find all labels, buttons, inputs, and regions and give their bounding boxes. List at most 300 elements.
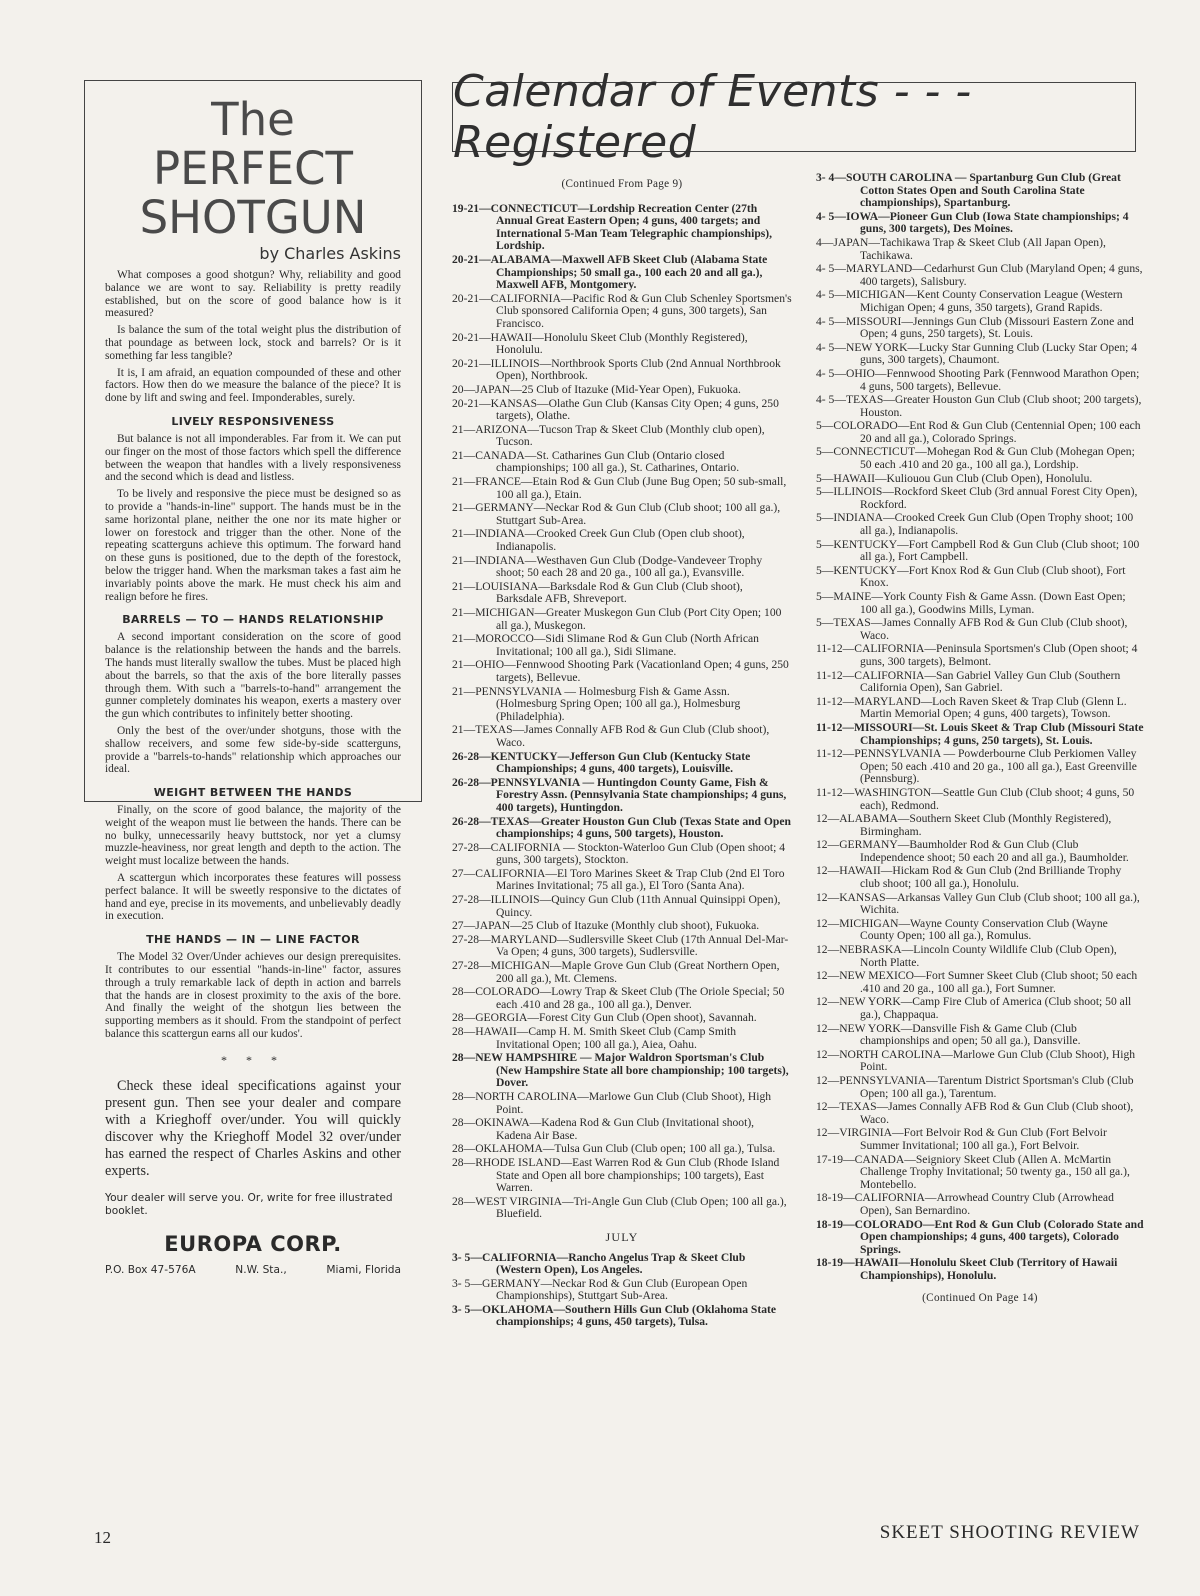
event-text: PENNSYLVANIA — Powderbourne Club Perkiomen Valley Open; 50 each .410 and 20 ga., 100 all ga.), East Greenville (Pennsburg). bbox=[854, 747, 1137, 786]
event-dash: — bbox=[463, 632, 476, 646]
event-text: HAWAII—Camp H. M. Smith Skeet Club (Camp Smith Invitational Open; 100 all ga.), Aiea, Oahu. bbox=[475, 1025, 737, 1051]
event-text: ILLINOIS—Rockford Skeet Club (3rd annual Forest City Open), Rockford. bbox=[833, 485, 1138, 511]
event-date: 28 bbox=[452, 1194, 464, 1208]
event-dash: — bbox=[843, 1152, 855, 1166]
event-text: NEBRASKA—Lincoln County Wildlife Club (Club Open), North Platte. bbox=[839, 943, 1117, 969]
event-text: OKINAWA—Kadena Rod & Gun Club (Invitational shoot), Kadena Air Base. bbox=[475, 1116, 755, 1142]
event-dash: — bbox=[479, 893, 491, 907]
ad-title-line2: SHOTGUN bbox=[139, 191, 367, 244]
event-text: CALIFORNIA—Rancho Angelus Trap & Skeet Club (Western Open), Los Angeles. bbox=[481, 1250, 746, 1277]
event-text: TEXAS—James Connally AFB Rod & Gun Club (Club shoot), Waco. bbox=[833, 616, 1128, 642]
event-dash: — bbox=[479, 396, 491, 410]
event-entry bbox=[816, 172, 1144, 210]
event-date: 11-12 bbox=[816, 747, 843, 761]
ad-section-paragraph: The Model 32 Over/Under achieves our design prerequisites. It contributes to our essential "hands-in-line" factor, assures through a truly remarkable lack of depth in action and barrels that the hands are in closest proximity to the axis of the bore. And finally the weight of the shotgun lies between the supporting members as it should. From the standpoint of perfect balance this scattergun earns all our kudos'. bbox=[105, 951, 401, 1041]
event-date: 20-21 bbox=[452, 356, 480, 370]
event-date: 26-28 bbox=[452, 749, 480, 763]
event-date: 27-28 bbox=[452, 932, 480, 946]
event-text: INDIANA—Westhaven Gun Club (Dodge-Vandeveer Trophy shoot; 50 each 28 and 20 ga., 100 all ga.), Evansville. bbox=[475, 553, 763, 580]
ad-intro-paragraph: It is, I am afraid, an equation compounded of these and other factors. How then do we measure the balance of the piece? It is done by lift and swing and feel. Imponderables, surely. bbox=[105, 366, 401, 405]
event-date: 21 bbox=[452, 723, 464, 737]
event-date: 12 bbox=[816, 943, 828, 957]
event-dash: — bbox=[463, 723, 476, 737]
ad-section-paragraph: Finally, on the score of good balance, the majority of the weight of the weapon must lie between the hands. There can be no bulky, unnecessarily heavy buttstock, nor yet a clumsy muzzle-heaviness, nor great length and depth to the action. The weight must localize between the hands. bbox=[105, 804, 401, 868]
event-text: MAINE—York County Fish & Game Assn. (Down East Open; 100 all ga.), Goodwins Mills, Lyman. bbox=[833, 590, 1126, 616]
event-date: 4- 5 bbox=[816, 366, 835, 380]
event-text: MICHIGAN—Kent County Conservation League (Western Michigan Open; 4 guns, 350 targets), Grand Rapids. bbox=[845, 288, 1123, 314]
event-text: MISSOURI—Jennings Gun Club (Missouri Eastern Zone and Open; 4 guns, 250 targets), St. Louis. bbox=[845, 314, 1134, 341]
event-entry bbox=[452, 986, 792, 1011]
event-entry bbox=[452, 1304, 792, 1329]
event-date: 27-28 bbox=[452, 840, 480, 854]
event-dash: — bbox=[827, 1021, 840, 1035]
shotgun-advertisement bbox=[84, 80, 422, 1276]
event-text: JAPAN—25 Club of Itazuke (Mid-Year Open), Fukuoka. bbox=[475, 382, 741, 396]
event-entry bbox=[816, 748, 1144, 786]
event-date: 21 bbox=[452, 553, 464, 567]
event-entry bbox=[816, 1154, 1144, 1192]
event-date: 3- 5 bbox=[452, 1250, 471, 1264]
event-dash: — bbox=[479, 330, 491, 344]
ad-section-paragraph: To be lively and responsive the piece must be designed so as to provide a "hands-in-line" support. The hands must be in the same horizontal plane, neither the one nor its mate higher or lower on forestock and trigger than the other. None of the repeating scatterguns achieve this optimum. The forward hand on these guns is positioned, due to the depth of the forestock, below the trigger hand. When the marksman takes a fast aim he invariably points above the mark. He must check his aim and realign before he fires. bbox=[105, 488, 401, 603]
event-entry bbox=[816, 486, 1144, 511]
event-text: WEST VIRGINIA—Tri-Angle Gun Club (Club Open; 100 all ga.), Bluefield. bbox=[475, 1194, 787, 1221]
calendar-column-right bbox=[816, 172, 1144, 1305]
event-date: 21 bbox=[452, 606, 464, 619]
event-entry bbox=[816, 591, 1144, 616]
event-text: CALIFORNIA—Peninsula Sportsmen's Club (Open shoot; 4 guns, 300 targets), Belmont. bbox=[854, 642, 1138, 668]
event-date: 12 bbox=[816, 864, 828, 878]
event-entry bbox=[816, 237, 1144, 262]
event-date: 12 bbox=[816, 1047, 828, 1061]
july-event-list-right bbox=[816, 172, 1144, 1282]
event-date: 28 bbox=[452, 1025, 464, 1038]
event-entry bbox=[816, 565, 1144, 590]
event-dash: — bbox=[463, 1089, 476, 1103]
company-address bbox=[105, 1264, 401, 1276]
event-text: TEXAS—James Connally AFB Rod & Gun Club (Club shoot), Waco. bbox=[475, 723, 770, 749]
event-entry bbox=[816, 918, 1144, 943]
event-dash: — bbox=[479, 814, 491, 828]
event-dash: — bbox=[842, 785, 855, 799]
event-entry bbox=[452, 1157, 792, 1195]
event-entry bbox=[452, 724, 792, 749]
event-text: PENNSYLVANIA—Tarentum District Sportsman's Club (Club Open; 100 all ga.), Tarentum. bbox=[839, 1073, 1134, 1100]
event-entry bbox=[452, 1012, 792, 1025]
event-dash: — bbox=[834, 171, 846, 184]
event-dash: — bbox=[827, 916, 840, 930]
event-dash: — bbox=[479, 252, 491, 266]
event-date: 4- 5 bbox=[816, 393, 835, 407]
event-entry bbox=[816, 211, 1144, 236]
event-text: COLORADO—Ent Rod & Gun Club (Centennial Open; 100 each 20 and all ga.), Colorado Springs. bbox=[833, 419, 1141, 445]
event-text: KENTUCKY—Fort Knox Rod & Gun Club (Club shoot), Fort Knox. bbox=[833, 563, 1126, 590]
event-text: WASHINGTON—Seattle Gun Club (Club shoot; 4 guns, 50 each), Redmond. bbox=[854, 785, 1135, 812]
event-date: 18-19 bbox=[816, 1256, 844, 1270]
ad-call-to-action: Check these ideal specifications against your present gun. Then see your dealer and compare with a Krieghoff over/under. You will quickly discover why the Krieghoff Model 32 over/under has earned the respect of Charles Askins and other experts. bbox=[105, 1077, 401, 1179]
event-date: 12 bbox=[816, 995, 828, 1009]
ad-section-paragraph: But balance is not all imponderables. Far from it. We can put our finger on the most of those factors which spell the difference between the weapon that handles with a lively responsiveness and the second which is dead and listless. bbox=[105, 432, 401, 484]
event-text: TEXAS—Greater Houston Gun Club (Texas State and Open championships; 4 guns, 500 targets), Houston. bbox=[490, 814, 791, 841]
event-date: 12 bbox=[816, 890, 828, 904]
event-dash: — bbox=[843, 1191, 855, 1205]
event-date: 21 bbox=[452, 658, 464, 672]
ad-intro-paragraph: What composes a good shotgun? Why, reliability and good balance we are wont to say. Reliability is pretty readily established, but on the score of good balance how is it measured? bbox=[105, 269, 401, 320]
event-dash: — bbox=[463, 1025, 476, 1038]
event-text: ARIZONA—Tucson Trap & Skeet Club (Monthly club open), Tucson. bbox=[475, 422, 765, 449]
event-text: CONNECTICUT—Lordship Recreation Center (27th Annual Great Eastern Open; 4 guns, 400 targets; and International 5-Man Team Telegraphic championships), Lordship. bbox=[490, 201, 773, 253]
event-date: 4 bbox=[816, 235, 822, 249]
event-text: HAWAII—Honolulu Skeet Club (Territory of Hawaii Championships), Honolulu. bbox=[854, 1256, 1118, 1282]
event-text: CALIFORNIA — Stockton-Waterloo Gun Club (Open shoot; 4 guns, 300 targets), Stockton. bbox=[490, 840, 786, 867]
event-entry bbox=[816, 1101, 1144, 1126]
event-text: KENTUCKY—Fort Campbell Rod & Gun Club (Club shoot; 100 all ga.), Fort Campbell. bbox=[833, 537, 1140, 564]
event-date: 11-12 bbox=[816, 785, 843, 799]
event-entry bbox=[816, 1257, 1144, 1282]
event-dash: — bbox=[834, 314, 846, 328]
event-entry bbox=[816, 696, 1144, 721]
event-text: KANSAS—Arkansas Valley Gun Club (Club shoot; 100 all ga.), Wichita. bbox=[839, 890, 1140, 917]
event-date: 28 bbox=[452, 1142, 464, 1156]
event-dash: — bbox=[470, 1250, 482, 1264]
event-entry bbox=[816, 539, 1144, 564]
event-date: 20-21 bbox=[452, 396, 480, 410]
event-date: 28 bbox=[452, 1051, 464, 1065]
event-dash: — bbox=[842, 668, 855, 682]
event-date: 21 bbox=[452, 527, 464, 541]
event-text: GERMANY—Neckar Rod & Gun Club (Club shoot; 100 all ga.), Stuttgart Sub-Area. bbox=[475, 501, 781, 527]
event-text: COLORADO—Lowry Trap & Skeet Club (The Oriole Special; 50 each .410 and 28 ga., 100 all ga.), Denver. bbox=[475, 985, 785, 1011]
ad-section-heading: LIVELY RESPONSIVENESS bbox=[171, 414, 335, 428]
event-entry bbox=[452, 1026, 792, 1051]
event-entry bbox=[816, 512, 1144, 537]
event-entry bbox=[816, 787, 1144, 812]
company-name: EUROPA CORP. bbox=[164, 1231, 342, 1256]
event-text: INDIANA—Crooked Creek Gun Club (Open club shoot), Indianapolis. bbox=[475, 527, 745, 554]
event-date: 5 bbox=[816, 445, 822, 459]
ad-body bbox=[105, 269, 401, 1041]
event-date: 18-19 bbox=[816, 1217, 844, 1231]
event-entry bbox=[452, 254, 792, 292]
event-dash: — bbox=[827, 1073, 840, 1087]
event-text: KANSAS—Olathe Gun Club (Kansas City Open; 4 guns, 250 targets), Olathe. bbox=[490, 396, 779, 423]
event-text: NEW YORK—Camp Fire Club of America (Club shoot; 50 all ga.), Chappaqua. bbox=[839, 995, 1132, 1021]
event-date: 12 bbox=[816, 1021, 828, 1035]
event-date: 5 bbox=[816, 537, 822, 551]
event-text: MOROCCO—Sidi Slimane Rod & Gun Club (North African Invitational; 100 all ga.), Sidi Slimane. bbox=[475, 632, 759, 658]
event-dash: — bbox=[834, 262, 846, 276]
ad-section-paragraph: A scattergun which incorporates these features will possess perfect balance. It will be sweetly responsive to the dictates of hand and eye, precise in its movements, and unbelievably deadly in execution. bbox=[105, 872, 401, 923]
event-dash: — bbox=[463, 553, 476, 567]
event-dash: — bbox=[827, 864, 840, 878]
event-date: 18-19 bbox=[816, 1191, 844, 1205]
event-dash: — bbox=[463, 606, 476, 619]
ad-title bbox=[105, 95, 401, 242]
july-event-list-middle bbox=[452, 1252, 792, 1330]
event-date: 17-19 bbox=[816, 1152, 844, 1166]
section-divider-stars: * * * bbox=[221, 1052, 285, 1067]
event-date: 12 bbox=[816, 969, 828, 983]
event-dash: — bbox=[834, 393, 846, 407]
event-entry bbox=[452, 502, 792, 527]
event-entry bbox=[452, 1117, 792, 1142]
event-text: ILLINOIS—Quincy Gun Club (11th Annual Quinsippi Open), Quincy. bbox=[490, 893, 781, 919]
event-dash: — bbox=[834, 209, 846, 223]
event-entry bbox=[452, 450, 792, 475]
ad-section-heading: BARRELS — TO — HANDS RELATIONSHIP bbox=[122, 613, 384, 627]
event-dash: — bbox=[834, 366, 846, 380]
event-dash: — bbox=[827, 1100, 840, 1114]
event-text: SOUTH CAROLINA — Spartanburg Gun Club (Great Cotton States Open and South Carolina State championships), Spartanburg. bbox=[845, 171, 1121, 210]
event-dash: — bbox=[463, 1155, 476, 1169]
event-dash: — bbox=[821, 419, 834, 433]
event-entry bbox=[816, 289, 1144, 314]
event-text: COLORADO—Ent Rod & Gun Club (Colorado State and Open championships; 4 guns, 400 targets), Colorado Springs. bbox=[854, 1217, 1144, 1256]
event-date: 5 bbox=[816, 471, 822, 485]
event-date: 12 bbox=[816, 1100, 828, 1114]
event-entry bbox=[816, 420, 1144, 445]
event-dash: — bbox=[834, 288, 846, 302]
event-dash: — bbox=[479, 932, 491, 946]
event-entry bbox=[816, 368, 1144, 393]
event-entry bbox=[816, 473, 1144, 486]
event-text: MICHIGAN—Maple Grove Gun Club (Great Northern Open, 200 all ga.), Mt. Clemens. bbox=[490, 959, 780, 985]
event-date: 21 bbox=[452, 448, 464, 462]
event-text: CALIFORNIA—Arrowhead Country Club (Arrowhead Open), San Bernardino. bbox=[854, 1191, 1114, 1217]
event-text: INDIANA—Crooked Creek Gun Club (Open Trophy shoot; 100 all ga.), Indianapolis. bbox=[833, 511, 1134, 538]
event-dash: — bbox=[463, 382, 476, 396]
event-dash: — bbox=[463, 579, 476, 593]
event-entry bbox=[452, 293, 792, 331]
event-text: NEW YORK—Lucky Star Gunning Club (Lucky Star Open; 4 guns, 300 targets), Chaumont. bbox=[845, 340, 1138, 367]
event-text: PENNSYLVANIA — Holmesburg Fish & Game Assn. (Holmesburg Spring Open; 100 all ga.), Holmesburg (Philadelphia). bbox=[475, 684, 741, 723]
event-entry bbox=[816, 722, 1144, 747]
event-dash: — bbox=[834, 340, 846, 354]
event-entry bbox=[452, 384, 792, 397]
event-entry bbox=[452, 203, 792, 253]
event-text: MARYLAND—Loch Raven Skeet & Trap Club (Glenn L. Martin Memorial Open; 4 guns, 400 targets), Towson. bbox=[854, 694, 1127, 721]
event-date: 12 bbox=[816, 1126, 828, 1140]
event-date: 20 bbox=[452, 382, 464, 396]
ad-title-line1: The PERFECT bbox=[152, 93, 354, 195]
event-text: TEXAS—Greater Houston Gun Club (Club shoot; 200 targets), Houston. bbox=[845, 393, 1142, 419]
event-entry bbox=[816, 1023, 1144, 1048]
event-date: 4- 5 bbox=[816, 314, 835, 328]
event-entry bbox=[452, 398, 792, 423]
event-date: 28 bbox=[452, 1089, 464, 1103]
event-dash: — bbox=[842, 642, 855, 656]
event-text: NEW HAMPSHIRE — Major Waldron Sportsman's Club (New Hampshire State all bore championship; 100 targets), Dover. bbox=[475, 1051, 789, 1090]
event-text: MICHIGAN—Wayne County Conservation Club (Wayne County Open; 100 all ga.), Romulus. bbox=[839, 916, 1108, 943]
calendar-column-middle bbox=[452, 170, 792, 1330]
event-dash: — bbox=[843, 1217, 855, 1231]
event-dash: — bbox=[821, 511, 834, 525]
event-text: CONNECTICUT—Mohegan Rod & Gun Club (Mohegan Open; 50 each .410 and 20 ga., 100 all ga.), Lordship. bbox=[833, 445, 1135, 472]
event-entry bbox=[452, 686, 792, 724]
event-entry bbox=[816, 446, 1144, 471]
event-dash: — bbox=[463, 919, 476, 933]
event-date: 4- 5 bbox=[816, 262, 835, 276]
event-dash: — bbox=[843, 1256, 855, 1270]
event-entry bbox=[452, 868, 792, 893]
event-text: LOUISIANA—Barksdale Rod & Gun Club (Club shoot), Barksdale AFB, Shreveport. bbox=[475, 579, 743, 606]
event-entry bbox=[452, 424, 792, 449]
event-entry bbox=[452, 633, 792, 658]
event-dash: — bbox=[821, 235, 834, 249]
event-date: 26-28 bbox=[452, 814, 480, 828]
event-entry bbox=[816, 394, 1144, 419]
event-entry bbox=[452, 555, 792, 580]
event-text: JAPAN—25 Club of Itazuke (Monthly club shoot), Fukuoka. bbox=[475, 919, 760, 933]
event-date: 5 bbox=[816, 590, 822, 603]
event-dash: — bbox=[842, 747, 855, 761]
event-date: 28 bbox=[452, 1011, 464, 1025]
event-entry bbox=[816, 944, 1144, 969]
event-entry bbox=[452, 1278, 792, 1303]
event-dash: — bbox=[470, 1276, 482, 1290]
event-text: CALIFORNIA—San Gabriel Valley Gun Club (Southern California Open), San Gabriel. bbox=[854, 668, 1121, 695]
event-dash: — bbox=[463, 1051, 476, 1065]
event-entry bbox=[452, 607, 792, 632]
event-date: 5 bbox=[816, 511, 822, 525]
event-dash: — bbox=[827, 969, 840, 983]
page-number: 12 bbox=[94, 1528, 111, 1547]
event-dash: — bbox=[821, 485, 834, 499]
event-dash: — bbox=[821, 445, 834, 459]
event-entry bbox=[816, 1219, 1144, 1257]
event-date: 26-28 bbox=[452, 775, 480, 789]
event-date: 11-12 bbox=[816, 720, 843, 734]
event-text: GERMANY—Neckar Rod & Gun Club (European Open Championships), Stuttgart Sub-Area. bbox=[481, 1276, 748, 1303]
event-date: 28 bbox=[452, 1116, 464, 1130]
event-text: MARYLAND—Cedarhurst Gun Club (Maryland Open; 4 guns, 400 targets), Salisbury. bbox=[845, 262, 1143, 288]
event-text: NORTH CAROLINA—Marlowe Gun Club (Club Shoot), High Point. bbox=[839, 1047, 1136, 1074]
address-station: N.W. Sta., bbox=[235, 1263, 287, 1276]
event-entry bbox=[452, 1252, 792, 1277]
event-dash: — bbox=[463, 866, 476, 880]
event-entry bbox=[816, 670, 1144, 695]
event-text: GERMANY—Baumholder Rod & Gun Club (Club Independence shoot; 50 each 20 and all ga.), Baumholder. bbox=[839, 838, 1129, 864]
event-text: CALIFORNIA—El Toro Marines Skeet & Trap Club (2nd El Toro Marines Invitational; 75 all ga.), El Toro (Santa Ana). bbox=[475, 866, 785, 893]
event-entry bbox=[816, 643, 1144, 668]
event-date: 3- 4 bbox=[816, 171, 835, 184]
event-dash: — bbox=[842, 720, 855, 734]
event-text: JAPAN—Tachikawa Trap & Skeet Club (All Japan Open), Tachikawa. bbox=[833, 235, 1106, 262]
event-date: 5 bbox=[816, 485, 822, 499]
event-entry bbox=[452, 1091, 792, 1116]
event-entry bbox=[452, 332, 792, 357]
event-dash: — bbox=[842, 694, 855, 708]
event-entry bbox=[452, 358, 792, 383]
event-date: 21 bbox=[452, 684, 464, 698]
event-entry bbox=[816, 970, 1144, 995]
event-date: 12 bbox=[816, 838, 828, 852]
event-entry bbox=[816, 1075, 1144, 1100]
event-text: VIRGINIA—Fort Belvoir Rod & Gun Club (Fort Belvoir Summer Invitational; 100 all ga.), Fort Belvoir. bbox=[839, 1126, 1107, 1152]
event-text: FRANCE—Etain Rod & Gun Club (June Bug Open; 50 sub-small, 100 all ga.), Etain. bbox=[475, 475, 787, 501]
event-entry bbox=[816, 617, 1144, 642]
continued-on-note: (Continued On Page 14) bbox=[922, 1292, 1038, 1305]
event-text: MICHIGAN—Greater Muskegon Gun Club (Port City Open; 100 all ga.), Muskegon. bbox=[475, 606, 782, 632]
continued-from-note: (Continued From Page 9) bbox=[561, 178, 683, 190]
event-dash: — bbox=[827, 1047, 840, 1061]
event-text: ALABAMA—Southern Skeet Club (Monthly Registered), Birmingham. bbox=[839, 812, 1112, 838]
event-entry bbox=[452, 920, 792, 933]
event-date: 20-21 bbox=[452, 330, 480, 344]
month-heading-july: JULY bbox=[605, 1229, 639, 1244]
event-dash: — bbox=[463, 1116, 476, 1130]
event-dash: — bbox=[463, 684, 476, 698]
event-entry bbox=[816, 1049, 1144, 1074]
event-dash: — bbox=[479, 291, 491, 305]
ad-intro-paragraph: Is balance the sum of the total weight plus the distribution of that poundage as between lock, stock and barrels? Or is it something far less tangible? bbox=[105, 324, 401, 362]
event-date: 21 bbox=[452, 422, 464, 436]
event-entry bbox=[816, 1192, 1144, 1217]
event-date: 28 bbox=[452, 1155, 464, 1169]
event-entry bbox=[452, 777, 792, 815]
event-dash: — bbox=[821, 616, 834, 630]
event-date: 5 bbox=[816, 563, 822, 577]
event-text: HAWAII—Honolulu Skeet Club (Monthly Registered), Honolulu. bbox=[490, 330, 748, 357]
event-entry bbox=[452, 1052, 792, 1090]
ad-booklet-offer: Your dealer will serve you. Or, write for free illustrated booklet. bbox=[105, 1191, 393, 1217]
event-entry bbox=[452, 960, 792, 985]
event-dash: — bbox=[463, 1142, 476, 1156]
event-date: 21 bbox=[452, 501, 464, 515]
event-text: MISSOURI—St. Louis Skeet & Trap Club (Missouri State Championships; 4 guns, 250 targets), St. Louis. bbox=[854, 720, 1144, 747]
event-date: 12 bbox=[816, 812, 828, 826]
event-entry bbox=[816, 263, 1144, 288]
event-text: ILLINOIS—Northbrook Sports Club (2nd Annual Northbrook Open), Northbrook. bbox=[490, 356, 781, 383]
event-dash: — bbox=[479, 840, 491, 854]
event-dash: — bbox=[827, 1126, 840, 1140]
event-date: 27 bbox=[452, 919, 464, 933]
event-text: OHIO—Fennwood Shooting Park (Vacationland Open; 4 guns, 250 targets), Bellevue. bbox=[475, 658, 789, 684]
event-date: 3- 5 bbox=[452, 1302, 471, 1316]
event-text: HAWAII—Kuliouou Gun Club (Club Open), Honolulu. bbox=[833, 471, 1093, 485]
event-entry bbox=[452, 934, 792, 959]
ad-section-paragraph: Only the best of the over/under shotguns, those with the shallow receivers, and some few side-by-side scatterguns, provide a "barrels-to-hands" relationship which approaches our ideal. bbox=[105, 724, 401, 776]
event-text: GEORGIA—Forest City Gun Club (Open shoot), Savannah. bbox=[475, 1011, 757, 1025]
address-city: Miami, Florida bbox=[326, 1263, 401, 1276]
event-entry bbox=[452, 751, 792, 776]
event-dash: — bbox=[479, 959, 491, 973]
event-dash: — bbox=[479, 356, 491, 370]
event-date: 12 bbox=[816, 916, 828, 930]
event-entry bbox=[816, 1127, 1144, 1152]
event-text: RHODE ISLAND—East Warren Rod & Gun Club (Rhode Island State and Open all bore championships; 100 targets), East Warren. bbox=[475, 1155, 780, 1195]
event-date: 4- 5 bbox=[816, 340, 835, 354]
event-dash: — bbox=[827, 943, 840, 957]
event-entry bbox=[452, 476, 792, 501]
event-entry bbox=[452, 816, 792, 841]
event-dash: — bbox=[463, 527, 476, 541]
calendar-title: Calendar of Events - - - Registered bbox=[453, 66, 972, 168]
event-dash: — bbox=[821, 537, 834, 551]
event-dash: — bbox=[463, 658, 476, 672]
event-dash: — bbox=[479, 775, 491, 789]
event-date: 5 bbox=[816, 419, 822, 433]
event-date: 21 bbox=[452, 475, 464, 489]
event-dash: — bbox=[827, 995, 840, 1009]
event-entry bbox=[452, 894, 792, 919]
event-entry bbox=[816, 892, 1144, 917]
event-dash: — bbox=[463, 1194, 476, 1208]
event-text: CANADA—St. Catharines Gun Club (Ontario closed championships; 100 all ga.), St. Catharines, Ontario. bbox=[475, 448, 740, 475]
ad-section-heading: THE HANDS — IN — LINE FACTOR bbox=[146, 933, 360, 947]
event-entry bbox=[452, 1196, 792, 1221]
calendar-header bbox=[452, 66, 1136, 168]
